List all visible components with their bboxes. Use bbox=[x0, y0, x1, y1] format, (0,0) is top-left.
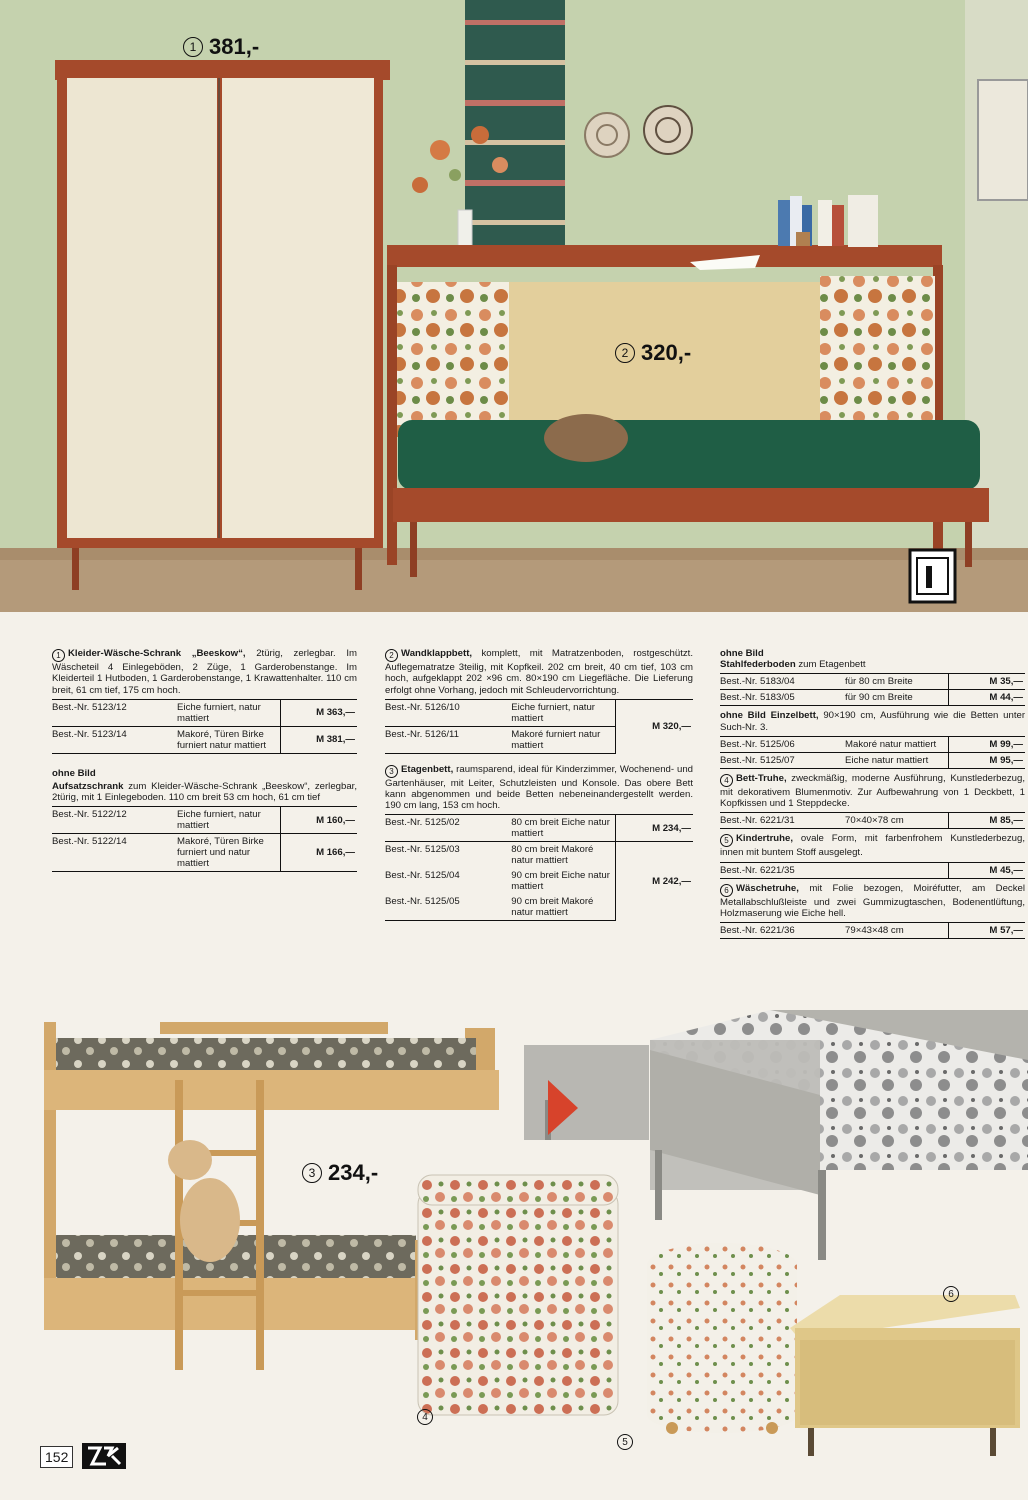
product-text: 2türig, zerlegbar. Im Wäscheteil 4 Einlegeböden, 2 Züge, 1 Garderobenstange. Im Kleiderteil 1 Hutboden, 1 Garderobenstange, 1 Krawattenhalter. 110 cm breit, 61 cm tief, 175 cm hoch. bbox=[52, 648, 357, 696]
price-label: 320,- bbox=[641, 340, 692, 365]
product-title: Etagenbett, bbox=[401, 763, 454, 775]
order-number: Best.-Nr. 5126/10 bbox=[385, 699, 511, 726]
item-number-badge: 3 bbox=[385, 765, 398, 778]
product-title: Stahlfederboden bbox=[720, 659, 796, 671]
table-row bbox=[52, 726, 357, 753]
order-number: Best.-Nr. 5126/11 bbox=[385, 726, 511, 753]
product-title: Kindertruhe, bbox=[736, 833, 794, 845]
price-cell: M 99,— bbox=[949, 736, 1025, 752]
order-number: Best.-Nr. 5122/14 bbox=[52, 834, 177, 872]
product-text: zum Etagenbett bbox=[795, 659, 866, 671]
text-column-3 bbox=[720, 648, 1025, 943]
order-number: Best.-Nr. 5123/12 bbox=[52, 699, 177, 726]
product-description bbox=[52, 648, 357, 696]
order-number: Best.-Nr. 5125/07 bbox=[720, 752, 845, 768]
page-number: 152 bbox=[40, 1446, 73, 1468]
product-description bbox=[385, 764, 693, 812]
price-tag-2 bbox=[615, 340, 691, 366]
product-text: raumsparend, ideal für Kinderzimmer, Wochenend- und Gartenhäuser, mit Leiter, Schutzleisten und Konsole. Das obere Bett kann abgenommen und beide Betten nebeneinandergestellt werden. 190 cm lang, 153 cm hoch. bbox=[385, 763, 693, 812]
variant-text: für 80 cm Breite bbox=[845, 674, 949, 690]
bedroom-illustration bbox=[0, 0, 1028, 612]
text-column-2 bbox=[385, 648, 693, 925]
variant-text: Eiche furniert, natur mattiert bbox=[511, 699, 616, 726]
order-table bbox=[720, 862, 1025, 879]
product-title: Aufsatzschrank bbox=[52, 780, 124, 792]
variant-text: 90 cm breit Eiche natur mattiert bbox=[511, 870, 610, 893]
product-description bbox=[720, 659, 1025, 670]
product-text: mit Folie bezogen, Moiréfutter, am Deckel Metallabschlußleiste und zwei Gummizugtaschen, Bodenentlüftung, Holzmaserung wie Eiche hell. bbox=[720, 882, 1025, 919]
item-number-badge: 2 bbox=[385, 649, 398, 662]
item-number-badge: 1 bbox=[52, 649, 65, 662]
order-table bbox=[385, 814, 693, 921]
table-row bbox=[385, 699, 693, 726]
photo-furniture-bottom bbox=[0, 1010, 1028, 1500]
price-cell: M 363,— bbox=[281, 699, 357, 726]
order-table bbox=[720, 736, 1025, 769]
variant-text: 80 cm breit Makoré natur mattiert bbox=[511, 842, 616, 869]
order-number: Best.-Nr. 5183/04 bbox=[720, 674, 845, 690]
product-description bbox=[720, 773, 1025, 810]
order-table bbox=[720, 673, 1025, 706]
product-text: ovale Form, mit farbenfrohem Kunstlederbezug, innen mit buntem Stoff ausgelegt. bbox=[720, 833, 1025, 859]
product-description bbox=[720, 833, 1025, 858]
item-number-badge: 2 bbox=[615, 343, 635, 363]
price-tag-3 bbox=[302, 1160, 378, 1186]
item-number-badge: 1 bbox=[183, 37, 203, 57]
price-label: 234,- bbox=[328, 1160, 379, 1185]
variant-text: für 90 cm Breite bbox=[845, 690, 949, 706]
product-text: zweckmäßig, moderne Ausführung, Kunstlederbezug, mit dekorativem Blumenmotiv. Zur Aufbewahrung von 1 Deckbett, 1 Kopfkissen und 1 Steppdecke. bbox=[720, 772, 1025, 810]
price-cell: M 381,— bbox=[281, 726, 357, 753]
catalog-logo-icon bbox=[82, 1443, 126, 1469]
order-table bbox=[52, 806, 357, 872]
product-title: Kleider-Wäsche-Schrank „Beeskow“, bbox=[68, 648, 246, 659]
item-number-badge: 3 bbox=[302, 1163, 322, 1183]
price-cell: M 57,— bbox=[949, 923, 1025, 939]
table-row bbox=[720, 752, 1025, 768]
price-label: 381,- bbox=[209, 34, 260, 59]
price-cell: M 95,— bbox=[949, 752, 1025, 768]
product-title: Wäschetruhe, bbox=[736, 882, 799, 894]
variant-text: Eiche natur mattiert bbox=[845, 752, 949, 768]
price-tag-1 bbox=[183, 34, 259, 60]
product-text: 90×190 cm, Ausführung wie die Betten unter Such-Nr. 3. bbox=[720, 710, 1026, 733]
item-marker-6: 6 bbox=[943, 1286, 959, 1302]
variant-text: Eiche furniert, natur mattiert bbox=[177, 807, 281, 834]
order-number: Best.-Nr. 5123/14 bbox=[52, 726, 177, 753]
variant-text: Makoré, Türen Birke furniert natur mattiert bbox=[177, 726, 281, 753]
price-cell: M 242,— bbox=[616, 842, 693, 921]
item-number-badge: 6 bbox=[720, 884, 733, 897]
item-marker-5: 5 bbox=[617, 1434, 633, 1450]
order-number: Best.-Nr. 6221/35 bbox=[720, 862, 845, 878]
product-title: Einzelbett, bbox=[770, 710, 819, 722]
product-title: Bett-Truhe, bbox=[736, 772, 787, 784]
order-number: Best.-Nr. 5122/12 bbox=[52, 807, 177, 834]
product-description bbox=[720, 883, 1025, 920]
order-number: Best.-Nr. 6221/31 bbox=[720, 813, 845, 829]
table-row bbox=[52, 699, 357, 726]
price-cell: M 45,— bbox=[949, 862, 1025, 878]
price-cell: M 44,— bbox=[949, 690, 1025, 706]
table-row bbox=[720, 674, 1025, 690]
furniture-illustration bbox=[0, 1010, 1028, 1500]
variant-text: 90 cm breit Makoré natur mattiert bbox=[511, 894, 616, 921]
price-cell: M 85,— bbox=[949, 813, 1025, 829]
product-description bbox=[52, 781, 357, 803]
variant-text: 70×40×78 cm bbox=[845, 813, 949, 829]
order-number: Best.-Nr. 6221/36 bbox=[720, 923, 845, 939]
product-text: zum Kleider-Wäsche-Schrank „Beeskow“, zerlegbar, 2türig, mit 1 Einlegeboden. 110 cm breit 53 cm hoch, 61 cm tief bbox=[52, 780, 357, 804]
item-number-badge: 5 bbox=[720, 834, 733, 847]
variant-text: Makoré furniert natur mattiert bbox=[511, 726, 616, 753]
without-image-label: ohne Bild bbox=[720, 710, 766, 722]
variant-text: 79×43×48 cm bbox=[845, 923, 949, 939]
table-row bbox=[52, 834, 357, 872]
table-row bbox=[385, 842, 693, 869]
order-table bbox=[385, 699, 693, 754]
order-number: Best.-Nr. 5125/06 bbox=[720, 736, 845, 752]
table-row bbox=[720, 813, 1025, 829]
variant-text: Makoré, Türen Birke furniert und natur mattiert bbox=[177, 834, 281, 872]
text-column-1 bbox=[52, 648, 357, 876]
item-marker-4: 4 bbox=[417, 1409, 433, 1425]
variant-text bbox=[845, 862, 949, 878]
without-image-label: ohne Bild bbox=[720, 648, 764, 659]
table-row bbox=[720, 736, 1025, 752]
order-number: Best.-Nr. 5125/04 bbox=[385, 870, 460, 882]
order-number: Best.-Nr. 5183/05 bbox=[720, 690, 845, 706]
item-number-badge: 4 bbox=[720, 774, 733, 787]
product-description bbox=[720, 710, 1025, 732]
table-row bbox=[720, 923, 1025, 939]
product-text: komplett, mit Matratzenboden, rostgeschützt. Auflegematratze 3teilig, mit Kopfkeil. 202 cm breit, 40 cm tief, 103 cm hoch, aufgeklappt 202 ×96 cm. 80×190 cm Liegefläche. Die Lieferung erfolgt ohne Vorhang, jedoch mit Schleudervorrichtung. bbox=[385, 648, 693, 696]
order-table bbox=[720, 922, 1025, 939]
product-description bbox=[385, 648, 693, 696]
price-cell: M 320,— bbox=[616, 699, 693, 753]
variant-text: Makoré natur mattiert bbox=[845, 736, 949, 752]
order-table bbox=[720, 812, 1025, 829]
price-cell: M 35,— bbox=[949, 674, 1025, 690]
order-number: Best.-Nr. 5125/05 bbox=[385, 894, 511, 921]
without-image-label: ohne Bild bbox=[52, 767, 96, 779]
price-cell: M 234,— bbox=[616, 815, 693, 842]
price-cell: M 166,— bbox=[281, 834, 357, 872]
variant-text: Eiche furniert, natur mattiert bbox=[177, 699, 281, 726]
order-number: Best.-Nr. 5125/02 bbox=[385, 815, 511, 842]
product-title: Wandklappbett, bbox=[401, 648, 473, 659]
photo-bedroom-top bbox=[0, 0, 1028, 612]
price-cell: M 160,— bbox=[281, 807, 357, 834]
order-table bbox=[52, 699, 357, 754]
table-row bbox=[720, 862, 1025, 878]
variant-text: 80 cm breit Eiche natur mattiert bbox=[511, 815, 616, 842]
table-row bbox=[52, 807, 357, 834]
order-number: Best.-Nr. 5125/03 bbox=[385, 842, 511, 869]
table-row bbox=[385, 815, 693, 842]
table-row bbox=[720, 690, 1025, 706]
